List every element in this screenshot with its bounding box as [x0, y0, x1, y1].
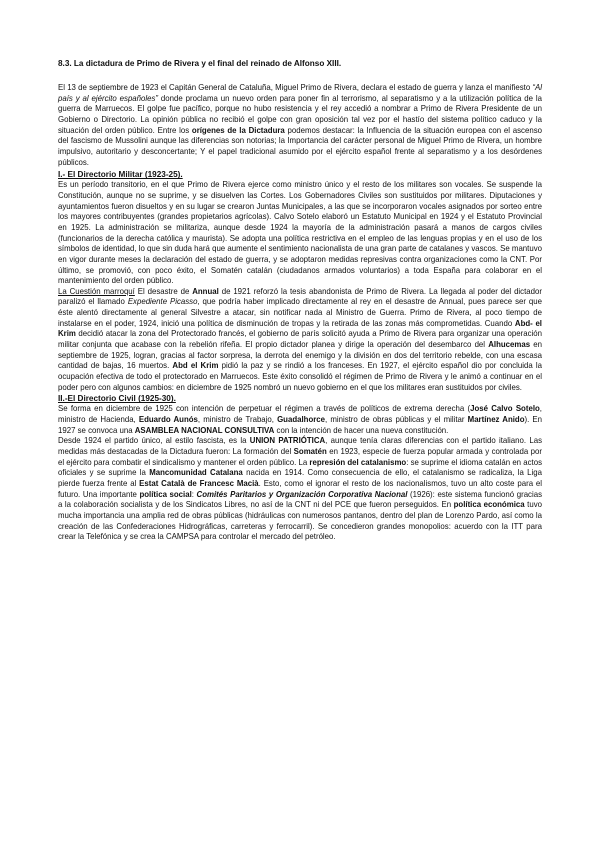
manifesto-quote: “Al país y al ejército españoles” [58, 83, 542, 103]
document-page [58, 58, 542, 543]
cuestion-marroqui-paragraph: La Cuestión marroquí El desastre de Annual de 1921 reforzó la tesis abandonista de Primo de Rivera. La llegada al poder del dictador paralizó el llamado Expediente Picasso, que podría haber implicado directamente al rey en el desastre de Annual, pues parece ser que éste alentó directamente al general Silvestre a atacar, sin notificar nada al Ministro de Guerra. Primo de Rivera, al poco tiempo de instalarse en el poder, 1924, inició una política de disminución de tropas y la retirada de las zonas más comprometidas. Cuando Abd- el Krim decidió atacar la zona del Protectorado francés, el gobierno de parís solicitó ayuda a Primo de Rivera para organizar una operación militar conjunta que acabase con la rebelión rifeña. El propio dictador planea y dirige la operación del desembarco del Alhucemas en septiembre de 1925, logran, gracias al factor sorpresa, la derrota del enemigo y la división en dos del territorio rebelde, con una escasa cantidad de bajas, 16 muertos. Abd el Krim pidió la paz y se rindió a los franceses. En 1927, el ejército español dio por concluida la ocupación efectiva de todo el protectorado en Marruecos. Este éxito consolidó el régimen de Primo de Rivera y le animó a continuar en el poder pero con algunos cambios: en diciembre de 1925 nombró un nuevo gobierno en el que los militares eran sustituidos por civiles. [58, 286, 543, 392]
union-patriotica-paragraph: Desde 1924 el partido único, al estilo fascista, es la UNION PATRIÓTICA, aunque tenía claras diferencias con el partido italiano. Las medidas más destacadas de la Dictadura fueron: La formación del Somatén en 1923, especie de fuerza popular armada y controlada por el ejército para combatir el sindicalismo y mantener el orden público. La represión del catalanismo: se suprime el idioma catalán en actos oficiales y se suprime la Mancomunidad Catalana nacida en 1914. Como consecuencia de ello, el catalanismo se radicaliza, la Liga pierde fuerza frente al Estat Català de Francesc Macià. Esto, como el ignorar el resto de los nacionalismos, tuvo un alto coste para el futuro. Una importante política social: Comités Paritarios y Organización Corporativa Nacional (1926): este sistema funcionó gracias a la colaboración socialista y de los Sindicatos Libres, no así de la CNT ni del PCE que fueron perseguidos. En política económica tuvo mucha importancia una amplia red de obras públicas (hidráulicas con numerosos pantanos, dentro del plan de Lorenzo Pardo, así como la creación de las Confederaciones Hidrográficas, carreteras y ferrocarril). Se concedieron grandes monopolios: acuerdo con la ITT para crear la Telefónica y se crea la CAMPSA para controlar el mercado del petróleo. [58, 436, 543, 542]
intro-paragraph: El 13 de septiembre de 1923 el Capitán General de Cataluña, Miguel Primo de Rivera, declara el estado de guerra y lanza el manifiesto “Al país y al ejército españoles” donde proclama un nuevo orden para poner fin al terrorismo, al separatismo y a la utilización política de la guerra de Marruecos. El golpe fue pacífico, porque no hubo resistencia y el rey accedió a nombrar a Primo de Rivera Presidente de un Gobierno o Directorio. La opinión pública no recibió el golpe con gran oposición tal vez por el hastío del sistema político caduco y la situación del orden público. Entre los orígenes de la Dictadura podemos destacar: la Influencia de la situación europea con el ascenso del fascismo de Mussolini aunque las diferencias son notorias; la Importancia del carácter personal de Miguel Primo de Rivera, un hombre impulsivo, autoritario y desconcertante; Y el papel tradicional asumido por el ejército español frente al separatismo y a los desórdenes públicos. [58, 83, 542, 167]
document-title: 8.3. La dictadura de Primo de Rivera y el final del reinado de Alfonso XIII. [58, 59, 342, 68]
directorio-militar-paragraph: Es un período transitorio, en el que Primo de Rivera ejerce como ministro único y el resto de los militares son vocales. Se suspende la Constitución, aunque no se suprime, y se disuelven las Cortes. Los Gobernadores Civiles son sustituidos por militares. Diputaciones y ayuntamientos fueron disueltos y en su lugar se crearon Juntas Municipales, a las que se incorporaron vocales asignados por sorteo entre los mayores contribuyentes (grandes propietarios agrícolas). Calvo Sotelo elaboró un Estatuto Municipal en 1924 y el Estatuto Provincial en 1925. La administración se militariza, aunque desde 1924 la mayoría de la administración pasará a manos de cargos civiles (funcionarios de la derecha católica y maurista). Se adopta una política restrictiva en el empleo de las lenguas propias y en el uso de los símbolos de identidad, lo que sin duda hará que aumente el sentimiento nacionalista de una gran parte de catalanes y vascos. Se mantuvo en vigor durante meses la declaración del estado de guerra, y se adoptaron medidas represivas contra organizaciones como la CNT. Por último, se promovió, con poco éxito, el Somatén catalán (ciudadanos armados voluntarios) a toda España para colaborar en el mantenimiento del orden público. [58, 180, 542, 286]
section-heading-directorio-civil: II.-El Directorio Civil (1925-30). [58, 394, 176, 404]
origins-bold: orígenes de la Dictadura [191, 125, 285, 135]
cuestion-marroqui-label: La Cuestión marroquí [58, 286, 135, 296]
directorio-civil-paragraph: Se forma en diciembre de 1925 con intención de perpetuar el régimen a través de políticos de extrema derecha (José Calvo Sotelo, ministro de Hacienda, Eduardo Aunós, ministro de Trabajo, Guadalhorce, ministro de obras públicas y el militar Martínez Anido). En 1927 se convoca una ASAMBLEA NACIONAL CONSULTIVA con la intención de hacer una nueva constitución. [58, 404, 543, 435]
section-heading-directorio-militar: I.- El Directorio Militar (1923-25). [58, 170, 183, 180]
